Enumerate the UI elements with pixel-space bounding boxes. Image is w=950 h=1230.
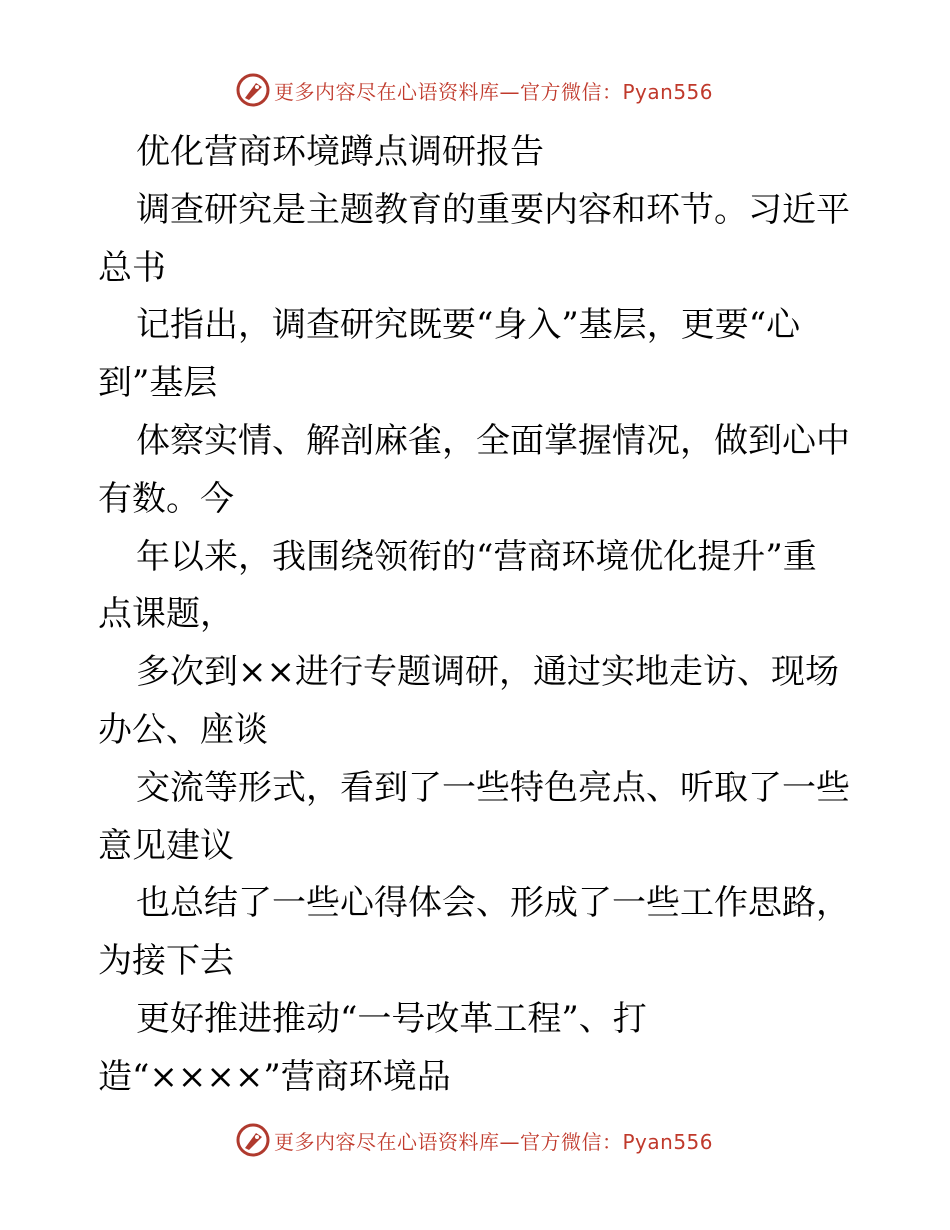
footer-banner xyxy=(236,1122,713,1158)
header-banner-account: Pyan556 xyxy=(622,79,714,104)
text-line: 年以来，我围绕领衔的“营商环境优化提升”重 xyxy=(136,536,817,577)
text-line: 体察实情、解剖麻雀，全面掌握情况，做到心中 xyxy=(136,420,850,461)
text-line: 办公、座谈 xyxy=(98,709,268,750)
text-line: 也总结了一些心得体会、形成了一些工作思路， xyxy=(136,883,850,924)
text-line: 点课题， xyxy=(98,594,234,635)
text-line: 优化营商环境蹲点调研报告 xyxy=(136,132,544,172)
text-line: 为接下去 xyxy=(98,941,234,982)
text-line: 到”基层 xyxy=(98,363,218,404)
document-body xyxy=(98,124,858,1107)
footer-banner-text: 更多内容尽在心语资料库—官方微信：Pyan556 xyxy=(274,1129,714,1154)
text-line: 有数。今 xyxy=(98,478,234,519)
text-line: 造“××××”营商环境品 xyxy=(98,1056,451,1097)
text-line: 记指出，调查研究既要“身入”基层，更要“心 xyxy=(136,305,801,346)
text-line: 多次到××进行专题调研，通过实地走访、现场 xyxy=(136,652,839,693)
text-line: 更好推进推动“一号改革工程”、打 xyxy=(136,998,647,1039)
text-line: 调查研究是主题教育的重要内容和环节。习近平 xyxy=(136,189,850,230)
pen-nib-logo-icon xyxy=(236,73,270,107)
footer-banner-account: Pyan556 xyxy=(622,1129,714,1154)
pen-nib-logo-icon xyxy=(236,1123,270,1157)
header-banner xyxy=(236,72,713,108)
text-line: 交流等形式，看到了一些特色亮点、听取了一些 xyxy=(136,767,850,808)
text-line: 总书 xyxy=(98,247,166,288)
header-banner-text: 更多内容尽在心语资料库—官方微信：Pyan556 xyxy=(274,79,714,104)
text-line: 意见建议 xyxy=(98,825,234,866)
